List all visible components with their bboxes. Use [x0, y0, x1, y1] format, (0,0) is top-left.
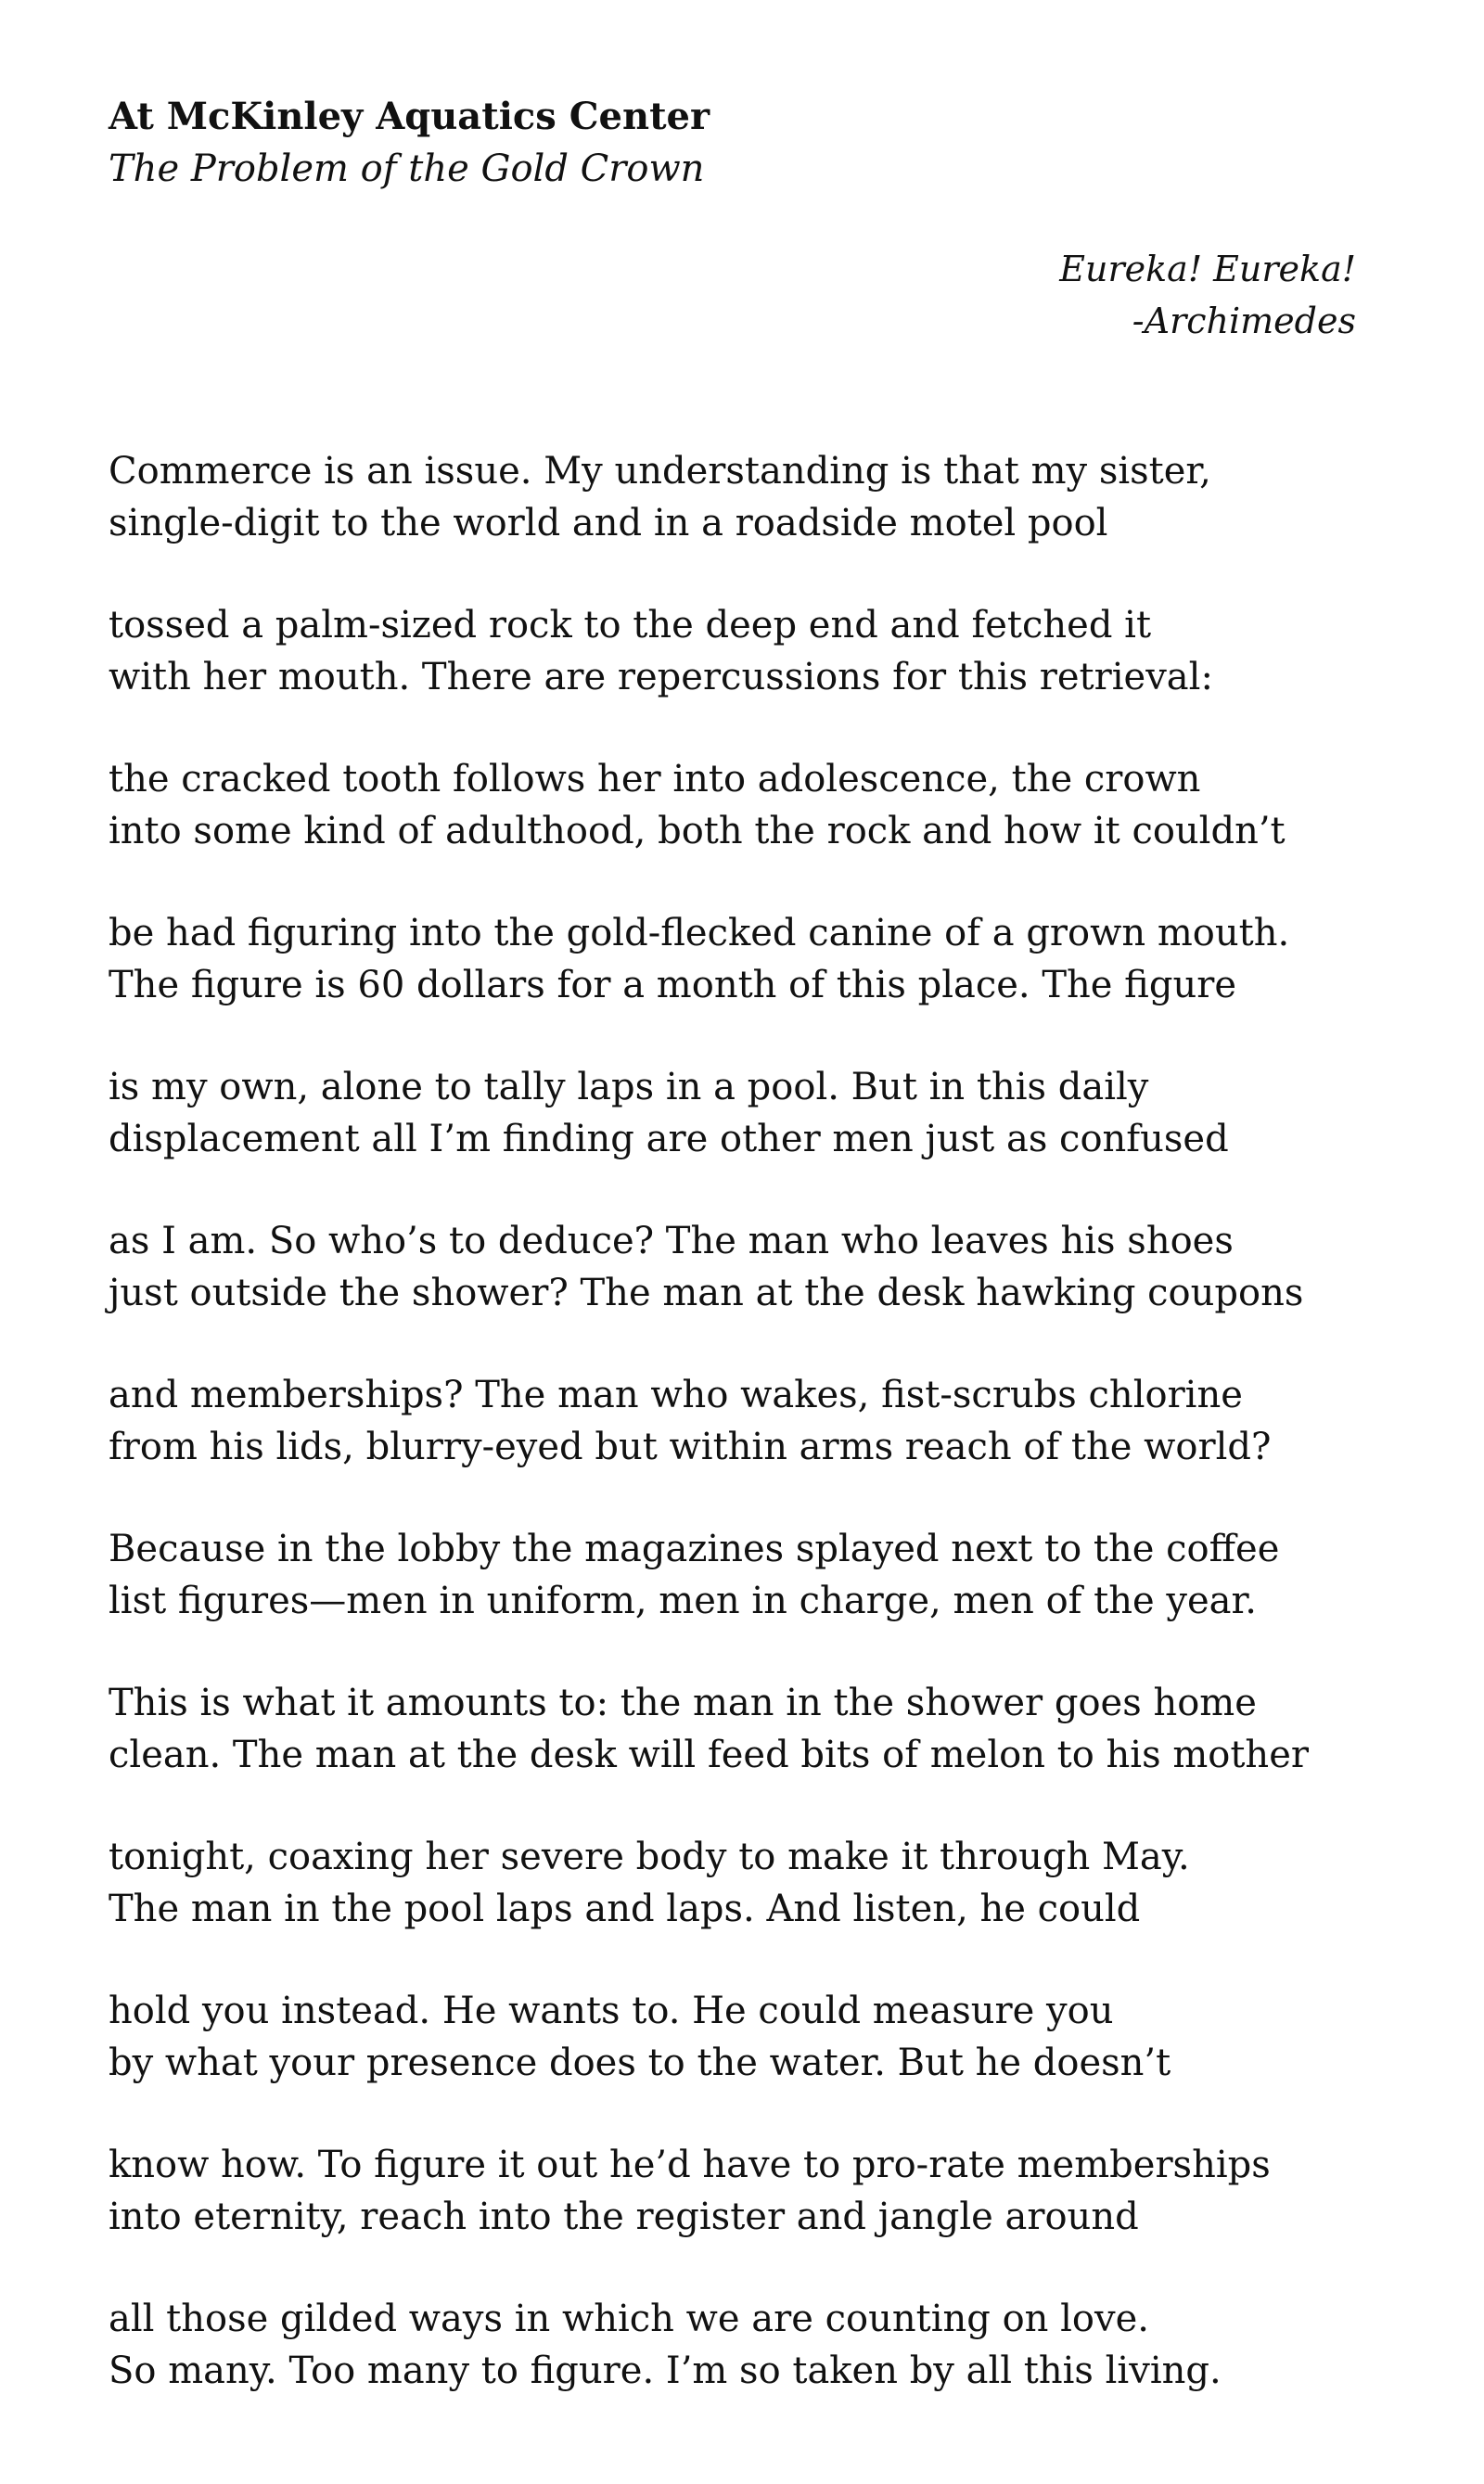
poem-line: and memberships? The man who wakes, fist-scrubs chlorine	[109, 1374, 1243, 1416]
stanza	[109, 1677, 1388, 1831]
poem-line: by what your presence does to the water. But he doesn’t	[109, 2042, 1171, 2084]
stanza	[109, 2139, 1388, 2293]
poem-line: into eternity, reach into the register and jangle around	[109, 2196, 1139, 2238]
poem-line: just outside the shower? The man at the desk hawking coupons	[109, 1272, 1304, 1314]
poem-line: as I am. So who’s to deduce? The man who leaves his shoes	[109, 1220, 1234, 1262]
poem-line: displacement all I’m finding are other men just as confused	[109, 1118, 1229, 1160]
poem-line: know how. To figure it out he’d have to pro-rate memberships	[109, 2144, 1271, 2186]
epigraph-quote: Eureka! Eureka!	[1059, 249, 1356, 289]
poem-line: the cracked tooth follows her into adolescence, the crown	[109, 758, 1201, 800]
epigraph	[1059, 243, 1356, 347]
poem-line: all those gilded ways in which we are counting on love.	[109, 2298, 1149, 2340]
poem-line: single-digit to the world and in a roadside motel pool	[109, 502, 1108, 544]
poem-line: tonight, coaxing her severe body to make it through May.	[109, 1836, 1190, 1878]
stanza	[109, 599, 1388, 753]
poem-line: from his lids, blurry-eyed but within arms reach of the world?	[109, 1426, 1272, 1468]
poem-line: The figure is 60 dollars for a month of this place. The figure	[109, 964, 1237, 1006]
poem-line: Commerce is an issue. My understanding is that my sister,	[109, 450, 1211, 493]
stanza	[109, 1831, 1388, 1985]
poem-line: be had figuring into the gold-flecked canine of a grown mouth.	[109, 912, 1290, 954]
stanza	[109, 445, 1388, 599]
poem-title: At McKinley Aquatics Center	[109, 95, 710, 138]
stanza	[109, 1369, 1388, 1523]
stanza	[109, 1061, 1388, 1215]
poem-line: So many. Too many to figure. I’m so taken by all this living.	[109, 2350, 1222, 2392]
poem-line: is my own, alone to tally laps in a pool. But in this daily	[109, 1066, 1149, 1108]
stanza	[109, 1985, 1388, 2139]
poem-line: into some kind of adulthood, both the rock and how it couldn’t	[109, 810, 1286, 852]
poem-line: hold you instead. He wants to. He could measure you	[109, 1990, 1114, 2032]
epigraph-attribution: -Archimedes	[1132, 301, 1356, 341]
stanza	[109, 753, 1388, 907]
poem-line: clean. The man at the desk will feed bits of melon to his mother	[109, 1734, 1309, 1776]
poem-line: with her mouth. There are repercussions for this retrieval:	[109, 656, 1213, 698]
poem-line: list figures—men in uniform, men in charge, men of the year.	[109, 1580, 1257, 1622]
stanza	[109, 2293, 1388, 2447]
stanza	[109, 1523, 1388, 1677]
poem-line: This is what it amounts to: the man in the shower goes home	[109, 1682, 1257, 1724]
poem-body	[109, 445, 1388, 2447]
poem-subtitle: The Problem of the Gold Crown	[109, 147, 705, 190]
poem-line: tossed a palm-sized rock to the deep end and fetched it	[109, 604, 1152, 647]
poem-line: The man in the pool laps and laps. And listen, he could	[109, 1888, 1141, 1930]
poem-line: Because in the lobby the magazines splayed next to the coffee	[109, 1528, 1280, 1570]
stanza	[109, 1215, 1388, 1369]
stanza	[109, 907, 1388, 1061]
